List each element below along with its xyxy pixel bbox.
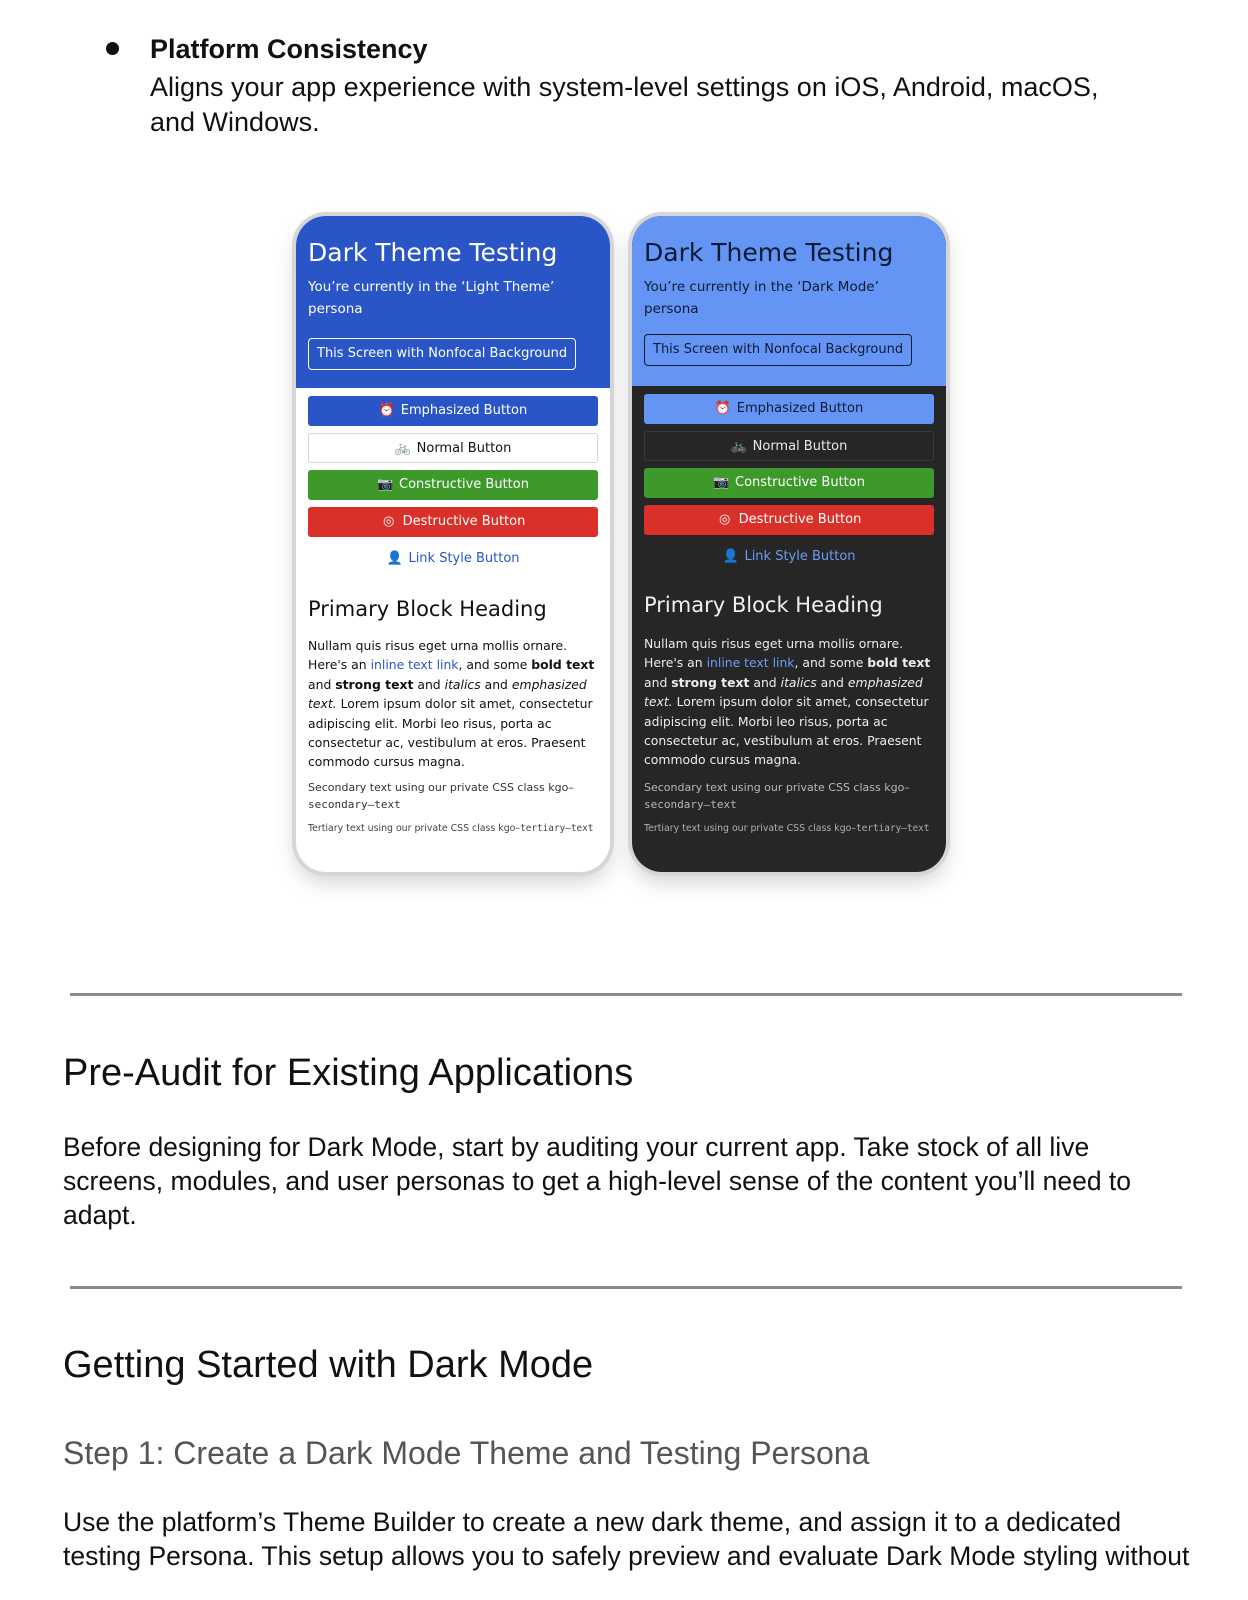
emphasized-button[interactable]: ⏰ Emphasized Button bbox=[308, 396, 598, 426]
phone-title: Dark Theme Testing bbox=[308, 238, 558, 267]
camera-icon: 📷 bbox=[713, 475, 730, 490]
phone-title: Dark Theme Testing bbox=[644, 238, 894, 267]
instagram-icon: ◎ bbox=[718, 512, 731, 527]
camera-icon: 📷 bbox=[377, 477, 394, 492]
horizontal-rule bbox=[70, 1286, 1182, 1289]
nonfocal-background-button[interactable]: This Screen with Nonfocal Background bbox=[644, 334, 912, 366]
normal-button[interactable]: 🚲 Normal Button bbox=[308, 433, 598, 463]
destructive-button[interactable]: ◎ Destructive Button bbox=[308, 507, 598, 537]
step-1-body: Use the platform’s Theme Builder to create a new dark theme, and assign it to a dedicated testing Persona. This setup allows you to safely preview and evaluate Dark Mode styling without bbox=[63, 1507, 1190, 1571]
destructive-button[interactable]: ◎ Destructive Button bbox=[644, 505, 934, 535]
user-icon: 👤 bbox=[722, 549, 739, 564]
body-paragraph: Nullam quis risus eget urna mollis ornare. Here's an inline text link, and some bold text and strong text and italics and emphasized text. Lorem ipsum dolor sit amet, consectetur adipiscing elit. Morbi leo risus, porta ac consectetur ac, vestibulum at eros. Praesent commodo cursus magna. bbox=[644, 636, 931, 768]
primary-block-heading: Primary Block Heading bbox=[308, 597, 547, 621]
link-style-button[interactable]: 👤 Link Style Button bbox=[308, 544, 598, 574]
instagram-icon: ◎ bbox=[382, 514, 395, 529]
inline-text-link[interactable]: inline text link bbox=[706, 655, 795, 671]
bullet-dot bbox=[106, 42, 119, 55]
secondary-text: Secondary text using our private CSS class kgo– secondary–text bbox=[308, 781, 574, 811]
alarm-clock-icon: ⏰ bbox=[378, 403, 395, 418]
bullet-title: Platform Consistency bbox=[150, 34, 428, 64]
emphasized-button[interactable]: ⏰ Emphasized Button bbox=[644, 394, 934, 424]
tertiary-text: Tertiary text using our private CSS class kgo–tertiary–text bbox=[308, 823, 594, 834]
user-icon: 👤 bbox=[386, 551, 403, 566]
secondary-text: Secondary text using our private CSS class kgo– secondary–text bbox=[644, 781, 910, 811]
phone-subtitle: You’re currently in the ‘Light Theme’ persona bbox=[308, 279, 555, 317]
bicycle-icon: 🚲 bbox=[730, 439, 747, 454]
section-body-pre-audit: Before designing for Dark Mode, start by auditing your current app. Take stock of all live screens, modules, and user personas to get a high-level sense of the content you’ll need to adapt. bbox=[63, 1132, 1132, 1230]
bullet-body: Aligns your app experience with system-level settings on iOS, Android, macOS, and Windows. bbox=[150, 72, 1099, 137]
primary-block-heading: Primary Block Heading bbox=[644, 593, 883, 617]
alarm-clock-icon: ⏰ bbox=[714, 401, 731, 416]
normal-button[interactable]: 🚲 Normal Button bbox=[644, 431, 934, 461]
section-heading-pre-audit: Pre-Audit for Existing Applications bbox=[63, 1052, 634, 1094]
phone-header bbox=[632, 216, 946, 386]
phone-subtitle: You’re currently in the ‘Dark Mode’ persona bbox=[644, 279, 879, 317]
inline-text-link[interactable]: inline text link bbox=[370, 657, 459, 673]
body-paragraph: Nullam quis risus eget urna mollis ornare. Here's an inline text link, and some bold text and strong text and italics and emphasized text. Lorem ipsum dolor sit amet, consectetur adipiscing elit. Morbi leo risus, porta ac consectetur ac, vestibulum at eros. Praesent commodo cursus magna. bbox=[308, 638, 595, 770]
step-1-heading: Step 1: Create a Dark Mode Theme and Testing Persona bbox=[63, 1435, 870, 1471]
phone-header bbox=[296, 216, 610, 388]
bicycle-icon: 🚲 bbox=[394, 441, 411, 456]
link-style-button[interactable]: 👤 Link Style Button bbox=[644, 542, 934, 572]
horizontal-rule bbox=[70, 993, 1182, 996]
tertiary-text: Tertiary text using our private CSS class kgo–tertiary–text bbox=[644, 823, 930, 834]
nonfocal-background-button[interactable]: This Screen with Nonfocal Background bbox=[308, 338, 576, 370]
constructive-button[interactable]: 📷 Constructive Button bbox=[644, 468, 934, 498]
dark-mode-phone-mockup bbox=[632, 216, 946, 872]
light-theme-phone-mockup bbox=[296, 216, 610, 872]
constructive-button[interactable]: 📷 Constructive Button bbox=[308, 470, 598, 500]
section-heading-getting-started: Getting Started with Dark Mode bbox=[63, 1344, 594, 1386]
